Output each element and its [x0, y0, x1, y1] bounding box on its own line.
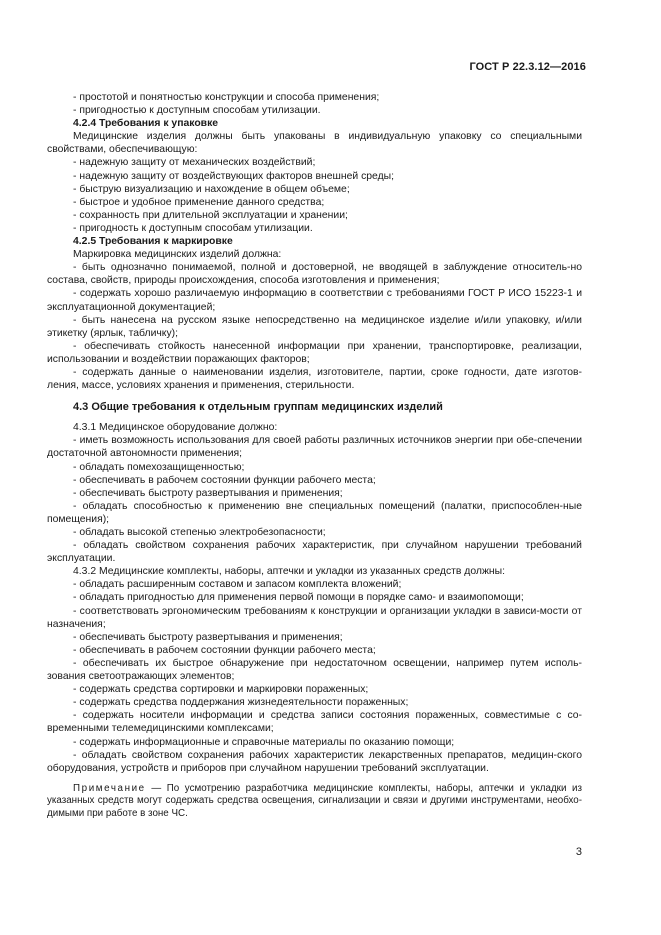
body-paragraph: 4.3.2 Медицинские комплекты, наборы, аптечки и укладки из указанных средств должны: — [73, 566, 506, 578]
body-paragraph: - быть однозначно понимаемой, полной и достоверной, не вводящей в заблуждение относитель-но состава, свойств, природы происхождения, способа изготовления и применения; — [47, 262, 582, 287]
body-paragraph: - обеспечивать в рабочем состоянии функции рабочего места; — [73, 644, 376, 656]
document-body — [47, 91, 582, 820]
body-paragraph: - обеспечивать их быстрое обнаружение при недостаточном освещении, например путем исполь-зования светоотражающих элементов; — [47, 657, 582, 683]
body-paragraph: - обеспечивать стойкость нанесенной информации при хранении, транспортировке, реализации, использовании и воздействии поражающих факторов; — [47, 340, 582, 365]
body-paragraph: - простотой и понятностью конструкции и способа применения; — [73, 92, 380, 103]
page-number: 3 — [575, 846, 582, 858]
body-paragraph: - содержать хорошо различаемую информацию в соответствии с требованиями ГОСТ Р ИСО 15223-1 и эксплуатационной документацией; — [47, 288, 582, 313]
body-paragraph: - содержать информационные и справочные материалы по оказанию помощи; — [73, 736, 455, 748]
body-paragraph: - обеспечивать быстроту развертывания и применения; — [73, 487, 343, 499]
document-standard-id: ГОСТ Р 22.3.12—2016 — [469, 61, 586, 73]
body-paragraph: 4.3.1 Медицинское оборудование должно: — [73, 422, 278, 434]
body-paragraph: - соответствовать эргономическим требованиям к конструкции и организации укладки в зависи-мости от назначения; — [47, 605, 582, 630]
body-paragraph: - сохранность при длительной эксплуатации и хранении; — [73, 209, 348, 221]
body-paragraph: - обладать пригодностью для применения первой помощи в порядке само- и взаимопомощи; — [73, 592, 524, 604]
body-paragraph: Медицинские изделия должны быть упакованы в индивидуальную упаковку со специальными свойствами, обеспечивающую: — [47, 131, 582, 156]
body-paragraph: - быть нанесена на русском языке непосредственно на медицинское изделие и/или упаковку, и/или этикетку (ярлык, табличку); — [47, 314, 582, 339]
body-paragraph: - надежную защиту от механических воздействий; — [73, 157, 316, 169]
body-paragraph: - содержать средства сортировки и маркировки пораженных; — [73, 684, 369, 696]
body-paragraph: Маркировка медицинских изделий должна: — [73, 249, 282, 261]
body-paragraph: - надежную защиту от воздействующих факторов внешней среды; — [73, 170, 395, 182]
body-paragraph: - обладать расширенным составом и запасом комплекта вложений; — [73, 579, 402, 591]
body-paragraph: - быстрое и удобное применение данного средства; — [73, 196, 325, 208]
body-paragraph: - обеспечивать в рабочем состоянии функции рабочего места; — [73, 474, 376, 486]
body-paragraph: - содержать носители информации и средства записи состояния пораженных, совместимые с со-временными телемедицинскими комплексами; — [47, 710, 582, 735]
body-paragraph: - обладать способностью к применению вне специальных помещений (палатки, приспособлен-ные помещения); — [47, 500, 582, 525]
body-paragraph: - быструю визуализацию и нахождение в общем объеме; — [73, 183, 350, 195]
body-paragraph: - содержать данные о наименовании изделия, изготовителе, партии, сроке годности, дате изготов-ления, массе, условиях хранения и применения, стерильности. — [47, 366, 582, 392]
body-paragraph: - обладать свойством сохранения рабочих характеристик лекарственных препаратов, медицин-ского оборудования, устройств и приборов при случайном нарушении требований эксплуатации. — [47, 749, 582, 774]
body-paragraph: - содержать средства поддержания жизнедеятельности пораженных; — [73, 697, 409, 709]
note-paragraph — [47, 783, 582, 820]
note-label: Примечание — [73, 782, 146, 794]
body-paragraph: - обладать свойством сохранения рабочих характеристик, при случайном нарушении требований эксплуатации. — [47, 540, 582, 565]
body-paragraph: - иметь возможность использования для своей работы различных источников энергии при обе-спечении достаточной автономности применения; — [47, 435, 582, 460]
section-heading: 4.3 Общие требования к отдельным группам медицинских изделий — [73, 401, 443, 414]
subsection-heading: 4.2.5 Требования к маркировке — [73, 236, 233, 248]
note-text: — По усмотрению разработчика медицинские комплекты, наборы, аптечки и укладки из указанных средств могут содержать средства освещения, сигнализации и связи и другими инструментами, необхо-димыми при работе в зоне ЧС. — [47, 782, 582, 819]
subsection-heading: 4.2.4 Требования к упаковке — [73, 118, 219, 130]
body-paragraph: - пригодность к доступным способам утилизации. — [73, 222, 313, 234]
paragraph-list — [47, 91, 582, 775]
body-paragraph: - обладать высокой степенью электробезопасности; — [73, 527, 326, 538]
body-paragraph: - обеспечивать быстроту развертывания и применения; — [73, 631, 343, 643]
body-paragraph: - обладать помехозащищенностью; — [73, 461, 245, 473]
body-paragraph: - пригодностью к доступным способам утилизации. — [73, 105, 321, 117]
